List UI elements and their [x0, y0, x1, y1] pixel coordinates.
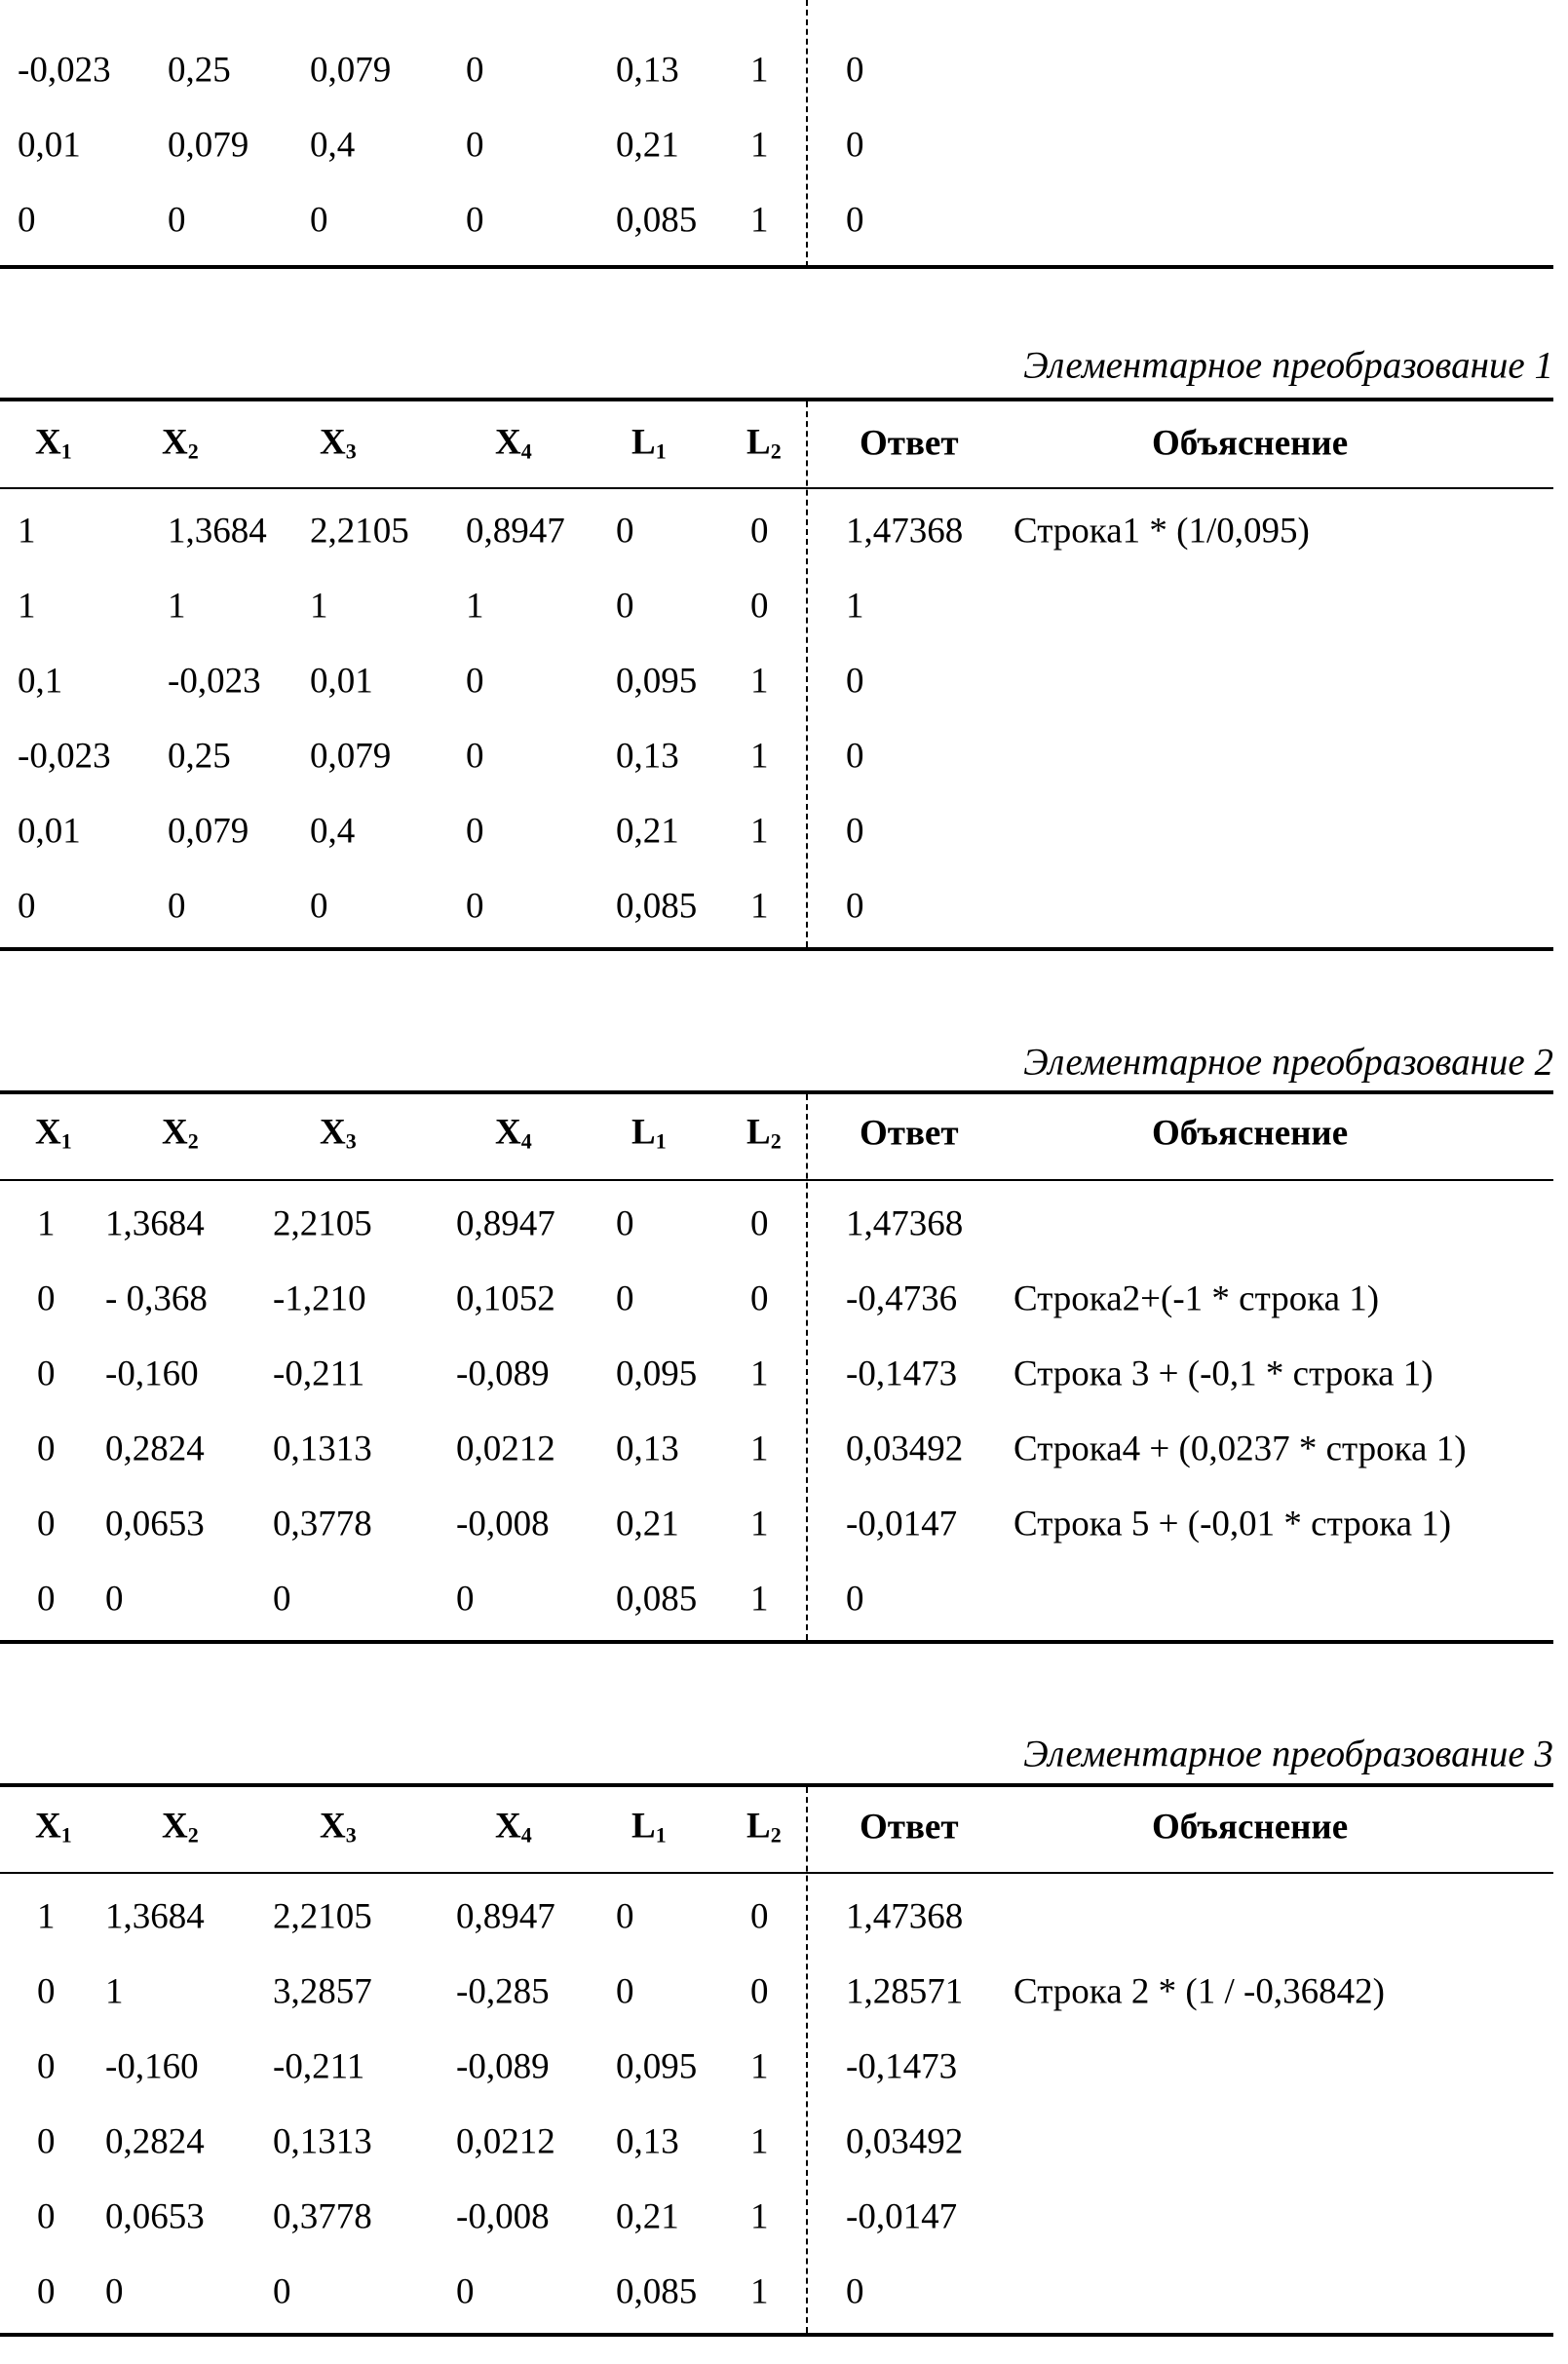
header-letter: X: [495, 1806, 521, 1847]
header-letter: L: [746, 422, 771, 463]
table-1-row-1-cell-3: 2,2105: [310, 511, 409, 552]
table-2-row-2-cell-5: 0: [616, 1278, 634, 1319]
table-1-row-4-answer: 0: [846, 736, 864, 777]
table-2-row-1-cell-3: 2,2105: [273, 1203, 372, 1244]
table-1-row-3-cell-2: -0,023: [168, 661, 261, 702]
header-letter: L: [631, 422, 656, 463]
header-letter: X: [35, 1806, 61, 1847]
table-3-header-l2: [746, 1806, 782, 1848]
table-2-header-x1: [35, 1112, 72, 1154]
header-letter: X: [162, 1806, 188, 1847]
table-2-row-4-explanation: Строка4 + (0,0237 * строка 1): [1013, 1429, 1467, 1469]
table-2-row-1-cell-2: 1,3684: [105, 1203, 205, 1244]
table-3-row-2-cell-6: 0: [750, 1971, 769, 2012]
table-2-row-2-answer: -0,4736: [846, 1278, 958, 1319]
table-3-caption: Элементарное преобразование 3: [1023, 1733, 1553, 1775]
table-1-header-l2: [746, 422, 782, 464]
table-2-row-2-cell-6: 0: [750, 1278, 769, 1319]
top-fragment-row-3-cell-5: 0,085: [616, 200, 698, 241]
table-3-header-answer: Ответ: [860, 1807, 959, 1848]
table-2-row-6-cell-5: 0,085: [616, 1579, 698, 1620]
table-2-row-3-cell-3: -0,211: [273, 1354, 365, 1394]
table-1-row-1-answer: 1,47368: [846, 511, 964, 552]
table-1-bottom-rule: [0, 947, 1553, 951]
table-3-header-x2: [162, 1806, 199, 1848]
header-subscript: 1: [655, 1128, 667, 1154]
table-1-row-4-cell-3: 0,079: [310, 736, 392, 777]
header-letter: X: [320, 1806, 346, 1847]
header-subscript: 1: [655, 1822, 667, 1848]
table-3-row-3-answer: -0,1473: [846, 2046, 958, 2087]
table-2-row-6-cell-1: 0: [37, 1579, 56, 1620]
header-subscript: 4: [520, 1822, 532, 1848]
top-fragment-row-1-answer: 0: [846, 50, 864, 91]
table-2-row-6-answer: 0: [846, 1579, 864, 1620]
header-subscript: 2: [770, 1822, 782, 1848]
table-3-row-5-cell-5: 0,21: [616, 2196, 679, 2237]
table-1-caption: Элементарное преобразование 1: [1023, 344, 1553, 387]
table-2-row-1-cell-1: 1: [37, 1203, 56, 1244]
table-1-row-1-cell-2: 1,3684: [168, 511, 267, 552]
table-1-row-3-cell-6: 1: [750, 661, 769, 702]
top-fragment-row-3-cell-3: 0: [310, 200, 328, 241]
table-2-row-3-answer: -0,1473: [846, 1354, 958, 1394]
table-1-row-5-cell-1: 0,01: [18, 811, 81, 852]
table-3-row-3-cell-3: -0,211: [273, 2046, 365, 2087]
header-subscript: 2: [187, 1128, 199, 1154]
table-2-row-4-cell-6: 1: [750, 1429, 769, 1469]
top-fragment-bottom-rule: [0, 265, 1553, 269]
table-3-row-1-answer: 1,47368: [846, 1896, 964, 1937]
table-2-row-6-cell-2: 0: [105, 1579, 124, 1620]
table-3-header-rule: [0, 1872, 1553, 1874]
top-fragment-row-2-cell-1: 0,01: [18, 125, 81, 166]
table-1-row-6-cell-2: 0: [168, 886, 186, 927]
table-1-row-5-cell-2: 0,079: [168, 811, 249, 852]
table-3-row-6-answer: 0: [846, 2271, 864, 2312]
header-letter: L: [631, 1806, 656, 1847]
header-subscript: 4: [520, 1128, 532, 1154]
top-fragment-row-2-cell-6: 1: [750, 125, 769, 166]
table-3-top-rule: [0, 1783, 1553, 1787]
header-letter: L: [631, 1112, 656, 1153]
table-2-header-x4: [495, 1112, 532, 1154]
top-fragment-row-2-cell-3: 0,4: [310, 125, 356, 166]
top-fragment-row-3-answer: 0: [846, 200, 864, 241]
table-2-row-2-cell-2: - 0,368: [105, 1278, 208, 1319]
table-3-row-2-answer: 1,28571: [846, 1971, 964, 2012]
table-3-header-explanation: Объяснение: [1152, 1807, 1349, 1848]
table-1-row-2-cell-3: 1: [310, 586, 328, 627]
table-3-row-6-cell-5: 0,085: [616, 2271, 698, 2312]
table-3-row-4-cell-1: 0: [37, 2121, 56, 2162]
table-2-header-x3: [320, 1112, 357, 1154]
table-2-column-divider: [806, 1094, 808, 1640]
table-1-top-rule: [0, 398, 1553, 401]
table-2-row-3-cell-1: 0: [37, 1354, 56, 1394]
table-1-header-x2: [162, 422, 199, 464]
table-1-row-3-answer: 0: [846, 661, 864, 702]
table-1-row-4-cell-1: -0,023: [18, 736, 111, 777]
header-letter: X: [320, 1112, 346, 1153]
table-2-row-2-cell-1: 0: [37, 1278, 56, 1319]
table-1-row-5-answer: 0: [846, 811, 864, 852]
table-3-row-1-cell-1: 1: [37, 1896, 56, 1937]
table-1-row-2-cell-1: 1: [18, 586, 36, 627]
table-1-row-2-cell-5: 0: [616, 586, 634, 627]
table-2-row-5-cell-6: 1: [750, 1504, 769, 1544]
top-fragment-row-1-cell-3: 0,079: [310, 50, 392, 91]
header-subscript: 2: [770, 438, 782, 464]
table-2-row-6-cell-3: 0: [273, 1579, 291, 1620]
table-2-row-6-cell-6: 1: [750, 1579, 769, 1620]
table-2-row-6-cell-4: 0: [456, 1579, 475, 1620]
header-subscript: 3: [345, 438, 357, 464]
table-2-row-1-cell-4: 0,8947: [456, 1203, 555, 1244]
table-3-row-4-cell-4: 0,0212: [456, 2121, 555, 2162]
table-3-row-1-cell-2: 1,3684: [105, 1896, 205, 1937]
table-1-header-l1: [631, 422, 667, 464]
table-3-row-5-cell-3: 0,3778: [273, 2196, 372, 2237]
table-1-row-5-cell-3: 0,4: [310, 811, 356, 852]
table-2-row-5-cell-2: 0,0653: [105, 1504, 205, 1544]
header-letter: X: [495, 1112, 521, 1153]
table-3-header-x1: [35, 1806, 72, 1848]
table-2-row-1-cell-6: 0: [750, 1203, 769, 1244]
table-2-row-5-cell-1: 0: [37, 1504, 56, 1544]
table-3-row-5-cell-6: 1: [750, 2196, 769, 2237]
table-2-row-2-explanation: Строка2+(-1 * строка 1): [1013, 1278, 1380, 1319]
table-1-row-2-cell-6: 0: [750, 586, 769, 627]
table-3-row-6-cell-4: 0: [456, 2271, 475, 2312]
table-2-row-4-cell-3: 0,1313: [273, 1429, 372, 1469]
table-2-header-l1: [631, 1112, 667, 1154]
header-letter: X: [35, 1112, 61, 1153]
header-letter: X: [35, 422, 61, 463]
table-3-row-1-cell-4: 0,8947: [456, 1896, 555, 1937]
table-3-row-3-cell-5: 0,095: [616, 2046, 698, 2087]
table-1-row-3-cell-3: 0,01: [310, 661, 373, 702]
table-2-row-1-answer: 1,47368: [846, 1203, 964, 1244]
table-3-row-2-explanation: Строка 2 * (1 / -0,36842): [1013, 1971, 1385, 2012]
table-1-row-1-cell-6: 0: [750, 511, 769, 552]
table-3-header-x3: [320, 1806, 357, 1848]
header-subscript: 4: [520, 438, 532, 464]
header-letter: L: [746, 1806, 771, 1847]
header-subscript: 2: [187, 438, 199, 464]
table-1-column-divider: [806, 401, 808, 947]
header-subscript: 1: [60, 438, 72, 464]
header-letter: X: [495, 422, 521, 463]
table-1-row-6-answer: 0: [846, 886, 864, 927]
top-fragment-row-1-cell-4: 0: [466, 50, 484, 91]
header-letter: X: [162, 1112, 188, 1153]
table-1-header-answer: Ответ: [860, 423, 959, 464]
table-3-row-5-cell-4: -0,008: [456, 2196, 550, 2237]
header-subscript: 3: [345, 1822, 357, 1848]
table-1-header-x1: [35, 422, 72, 464]
table-1-row-4-cell-6: 1: [750, 736, 769, 777]
table-2-row-5-answer: -0,0147: [846, 1504, 958, 1544]
top-fragment-divider: [806, 0, 808, 267]
table-3-row-2-cell-5: 0: [616, 1971, 634, 2012]
table-1-row-6-cell-3: 0: [310, 886, 328, 927]
table-2-row-1-cell-5: 0: [616, 1203, 634, 1244]
table-3-header-l1: [631, 1806, 667, 1848]
table-1-header-explanation: Объяснение: [1152, 423, 1349, 464]
table-2-caption: Элементарное преобразование 2: [1023, 1041, 1553, 1084]
table-2-row-2-cell-3: -1,210: [273, 1278, 366, 1319]
table-2-row-5-cell-5: 0,21: [616, 1504, 679, 1544]
top-fragment-row-3-cell-2: 0: [168, 200, 186, 241]
table-3-row-2-cell-4: -0,285: [456, 1971, 550, 2012]
table-1-row-3-cell-4: 0: [466, 661, 484, 702]
top-fragment-row-1-cell-2: 0,25: [168, 50, 231, 91]
table-3-row-3-cell-2: -0,160: [105, 2046, 199, 2087]
top-fragment-row-2-cell-4: 0: [466, 125, 484, 166]
table-2-row-4-cell-2: 0,2824: [105, 1429, 205, 1469]
table-1-row-2-cell-2: 1: [168, 586, 186, 627]
table-3-bottom-rule: [0, 2333, 1553, 2337]
table-2-row-4-cell-4: 0,0212: [456, 1429, 555, 1469]
table-3-row-6-cell-2: 0: [105, 2271, 124, 2312]
table-1-header-x4: [495, 422, 532, 464]
top-fragment-row-2-cell-5: 0,21: [616, 125, 679, 166]
table-3-row-4-cell-5: 0,13: [616, 2121, 679, 2162]
table-2-header-l2: [746, 1112, 782, 1154]
table-2-row-3-explanation: Строка 3 + (-0,1 * строка 1): [1013, 1354, 1434, 1394]
header-subscript: 2: [187, 1822, 199, 1848]
table-3-row-1-cell-3: 2,2105: [273, 1896, 372, 1937]
top-fragment-row-2-cell-2: 0,079: [168, 125, 249, 166]
table-2-row-5-explanation: Строка 5 + (-0,01 * строка 1): [1013, 1504, 1452, 1544]
table-3-row-3-cell-6: 1: [750, 2046, 769, 2087]
table-1-row-6-cell-6: 1: [750, 886, 769, 927]
top-fragment-row-3-cell-6: 1: [750, 200, 769, 241]
header-subscript: 1: [655, 438, 667, 464]
table-1-row-1-cell-4: 0,8947: [466, 511, 565, 552]
top-fragment-row-1-cell-5: 0,13: [616, 50, 679, 91]
table-3-row-4-cell-3: 0,1313: [273, 2121, 372, 2162]
table-1-row-3-cell-5: 0,095: [616, 661, 698, 702]
table-2-row-3-cell-4: -0,089: [456, 1354, 550, 1394]
table-3-row-6-cell-6: 1: [750, 2271, 769, 2312]
top-fragment-row-3-cell-4: 0: [466, 200, 484, 241]
table-3-row-4-cell-6: 1: [750, 2121, 769, 2162]
table-2-header-rule: [0, 1179, 1553, 1181]
table-3-row-2-cell-2: 1: [105, 1971, 124, 2012]
table-1-row-1-cell-5: 0: [616, 511, 634, 552]
table-1-row-4-cell-2: 0,25: [168, 736, 231, 777]
table-3-row-4-cell-2: 0,2824: [105, 2121, 205, 2162]
table-3-column-divider: [806, 1787, 808, 2333]
table-2-row-4-cell-5: 0,13: [616, 1429, 679, 1469]
table-3-row-1-cell-5: 0: [616, 1896, 634, 1937]
table-3-row-3-cell-4: -0,089: [456, 2046, 550, 2087]
table-2-top-rule: [0, 1090, 1553, 1094]
table-1-row-5-cell-5: 0,21: [616, 811, 679, 852]
table-3-row-6-cell-1: 0: [37, 2271, 56, 2312]
table-3-row-6-cell-3: 0: [273, 2271, 291, 2312]
table-3-row-1-cell-6: 0: [750, 1896, 769, 1937]
table-1-row-1-cell-1: 1: [18, 511, 36, 552]
top-fragment-row-3-cell-1: 0: [18, 200, 36, 241]
table-3-row-5-answer: -0,0147: [846, 2196, 958, 2237]
table-2-header-x2: [162, 1112, 199, 1154]
header-letter: L: [746, 1112, 771, 1153]
top-fragment-row-2-answer: 0: [846, 125, 864, 166]
table-3-row-2-cell-1: 0: [37, 1971, 56, 2012]
table-3-row-2-cell-3: 3,2857: [273, 1971, 372, 2012]
table-1-row-3-cell-1: 0,1: [18, 661, 63, 702]
table-2-row-5-cell-4: -0,008: [456, 1504, 550, 1544]
table-1-row-6-cell-4: 0: [466, 886, 484, 927]
table-1-row-5-cell-6: 1: [750, 811, 769, 852]
table-3-header-x4: [495, 1806, 532, 1848]
top-fragment-row-1-cell-1: -0,023: [18, 50, 111, 91]
header-subscript: 3: [345, 1128, 357, 1154]
header-letter: X: [320, 422, 346, 463]
table-2-row-3-cell-6: 1: [750, 1354, 769, 1394]
table-2-header-explanation: Объяснение: [1152, 1113, 1349, 1154]
header-letter: X: [162, 422, 188, 463]
top-fragment-row-1-cell-6: 1: [750, 50, 769, 91]
header-subscript: 2: [770, 1128, 782, 1154]
table-2-row-4-cell-1: 0: [37, 1429, 56, 1469]
table-2-row-3-cell-5: 0,095: [616, 1354, 698, 1394]
table-3-row-3-cell-1: 0: [37, 2046, 56, 2087]
table-2-row-3-cell-2: -0,160: [105, 1354, 199, 1394]
table-1-row-6-cell-5: 0,085: [616, 886, 698, 927]
header-subscript: 1: [60, 1822, 72, 1848]
table-1-header-x3: [320, 422, 357, 464]
table-3-row-5-cell-1: 0: [37, 2196, 56, 2237]
table-3-row-4-answer: 0,03492: [846, 2121, 964, 2162]
table-1-row-2-answer: 1: [846, 586, 864, 627]
table-1-row-5-cell-4: 0: [466, 811, 484, 852]
table-2-header-answer: Ответ: [860, 1113, 959, 1154]
table-1-row-6-cell-1: 0: [18, 886, 36, 927]
table-1-row-1-explanation: Строка1 * (1/0,095): [1013, 511, 1310, 552]
table-2-row-5-cell-3: 0,3778: [273, 1504, 372, 1544]
table-1-row-4-cell-4: 0: [466, 736, 484, 777]
table-2-bottom-rule: [0, 1640, 1553, 1644]
table-1-row-2-cell-4: 1: [466, 586, 484, 627]
header-subscript: 1: [60, 1128, 72, 1154]
table-2-row-4-answer: 0,03492: [846, 1429, 964, 1469]
table-2-row-2-cell-4: 0,1052: [456, 1278, 555, 1319]
table-1-header-rule: [0, 487, 1553, 489]
table-3-row-5-cell-2: 0,0653: [105, 2196, 205, 2237]
table-1-row-4-cell-5: 0,13: [616, 736, 679, 777]
